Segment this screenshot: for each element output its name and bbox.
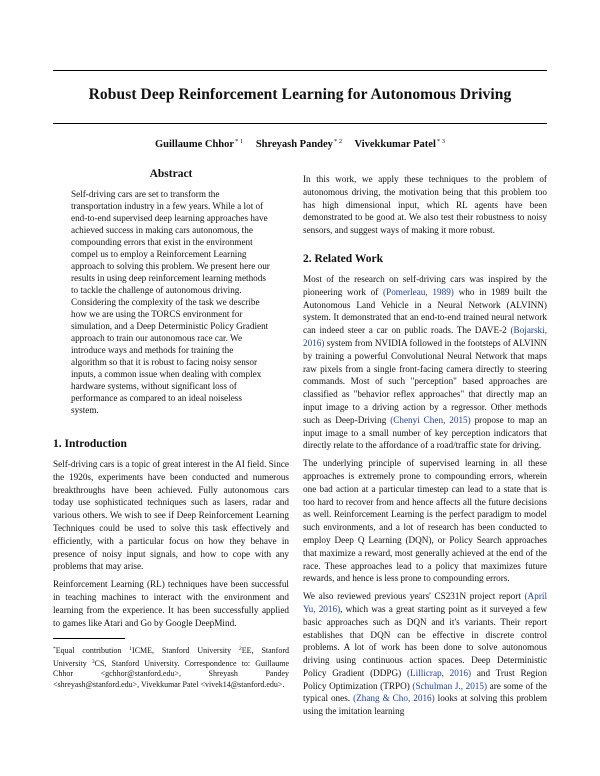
paper-title: Robust Deep Reinforcement Learning for Autonomous Driving <box>88 86 512 103</box>
citation-link[interactable]: (Schulman J., 2015) <box>412 680 488 691</box>
footnote: *Equal contribution $^1$ICME, Stanford University $^2$EE, Stanford University $^3$CS, Stanford University. Correspondence to: Guillaume Chhor <gchhor@stanford.edu>, Shreyash Pandey <shreyash@stanford.edu>, Vivekkumar Patel <vivek14@stanford.edu>. <box>53 646 290 689</box>
citation-link[interactable]: (Bojarski, 2016) <box>303 325 547 348</box>
citation-link[interactable]: (Pomerleau, 1989) <box>383 286 454 297</box>
author-mark: * 2 <box>333 138 343 145</box>
footnote-rule <box>53 638 125 639</box>
citation-link[interactable]: (Chenyi Chen, 2015) <box>390 414 471 425</box>
author-name: Vivekkumar Patel <box>354 139 436 150</box>
footnote-correspondence: Guillaume Chhor <gchhor@stanford.edu>, Shreyash Pandey <shreyash@stanford.edu>, Vivekkumar Patel <vivek14@stanford.edu>. <box>53 658 289 689</box>
abstract-text: Self-driving cars are set to transform the transportation industry in a few years. While a lot of end-to-end supervised deep learning approaches have achieved success in making cars autonomous, the compounding errors that exist in the environment compel us to employ a Reinforcement Learning approach to solving this problem. We present here our results in using deep reinforcement learning methods to tackle the challenge of autonomous driving. Considering the complexity of the task we describe how we are using the TORCS environment for simulation, and a Deep Deterministic Policy Gradient approach to train our autonomous race car. We introduce ways and methods for training the algorithm so that it is robust to facing noisy sensor inputs, a common issue when dealing with complex hardware systems, without significant loss of performance as compared to an ideal noiseless system. <box>71 189 270 415</box>
author-name: Shreyash Pandey <box>255 139 333 150</box>
author-mark: * 3 <box>436 138 445 145</box>
author-list <box>0 138 600 150</box>
introduction-heading: 1. Introduction <box>53 438 127 450</box>
related-work-heading: 2. Related Work <box>303 252 383 265</box>
citation-link[interactable]: (Lillicrap, 2016) <box>406 667 472 678</box>
footnote-equal: Equal contribution <box>55 646 122 656</box>
author-mark: * 1 <box>235 138 244 145</box>
footnote-affiliation: CS, Stanford University. <box>94 658 180 668</box>
footnote-affiliation: EE, Stanford University <box>53 646 290 668</box>
author-name: Guillaume Chhor <box>155 139 235 150</box>
footnote-affiliation: ICME, Stanford University <box>132 646 232 656</box>
footnote-correspondence-label: Correspondence to: <box>184 658 251 668</box>
related-work-paragraph: Most of the research on self-driving cars was inspired by the pioneering work of (Pomerleau, 1989) who in 1989 built the Autonomous Land Vehicle in a Neural Network (ALVINN) system. It demonstrated that an end-to-end trained neural network can indeed steer a car on public roads. The DAVE-2 (Bojarski, 2016) system from NVIDIA followed in the footsteps of ALVINN by training a powerful Convolutional Neural Network that maps raw pixels from a single front-facing camera directly to steering commands. Most of such "perception" based approaches are classified as "behavior reflex approaches" that directly map an input image to a driving action by a regressor. Other methods such as Deep-Driving (Chenyi Chen, 2015) propose to map an input image to a small number of key perception indicators that directly relate to the affordance of a road/traffic state for driving. <box>303 273 547 451</box>
title-bottom-rule <box>53 123 547 124</box>
introduction-paragraph: Self-driving cars is a topic of great interest in the AI field. Since the 1920s, experiments have been conducted and numerous breakthroughs have been achieved. Fully autonomous cars today use sophisticated techniques such as lasers, radar and various others. We wish to see if Deep Reinforcement Learning Techniques could be used to solve this task effectively and efficiently, with a particular focus on how they behave in presence of noisy input signals, and how to cope with any problems that may arise. <box>53 459 289 572</box>
left-column <box>53 168 289 690</box>
intro-continued-paragraph: In this work, we apply these techniques to the problem of autonomous driving, the motivation being that this problem too has high dimensional input, which RL agents have been demonstrated to be good at. We also test their robustness to noisy sensors, and suggest ways of making it more robust. <box>303 174 547 236</box>
citation-link[interactable]: (April Yu, 2016) <box>303 591 547 614</box>
right-column <box>303 173 547 718</box>
related-work-paragraph: We also reviewed previous years' CS231N project report (April Yu, 2016), which was a great starting point as it surveyed a few basic approaches such as DQN and it's variants. Their report establishes that DQN can be effective in discrete control problems. A lot of work has been done to solve autonomous driving using continuous action spaces. Deep Deterministic Policy Gradient (DDPG) (Lillicrap, 2016) and Trust Region Policy Optimization (TRPO) (Schulman J., 2015) are some of the typical ones. (Zhang & Cho, 2016) looks at solving this problem using the imitation learning <box>303 591 548 717</box>
citation-link[interactable]: (Zhang & Cho, 2016) <box>353 693 435 704</box>
introduction-paragraph: Reinforcement Learning (RL) techniques have been successful in teaching machines to interact with the environment and learning from the experience. It has been successfully applied to games like Atari and Go by Google DeepMind. <box>53 579 289 628</box>
related-work-paragraph: The underlying principle of supervised learning in all these approaches is extremely prone to compounding errors, wherein one bad action at a particular timestep can lead to a state that is too hard to recover from and hence affects all the future decisions as well. Reinforcement Learning is the perfect paradigm to model such environments, and a lot of research has been conducted to employ Deep Q Learning (DQN), or Policy Search approaches that maximize a reward, most generally achieved at the end of the race. These approaches lead to a policy that maximizes future rewards, and hence is less prone to compounding errors. <box>303 458 547 584</box>
title-top-rule <box>53 70 547 71</box>
abstract-heading: Abstract <box>149 168 193 180</box>
